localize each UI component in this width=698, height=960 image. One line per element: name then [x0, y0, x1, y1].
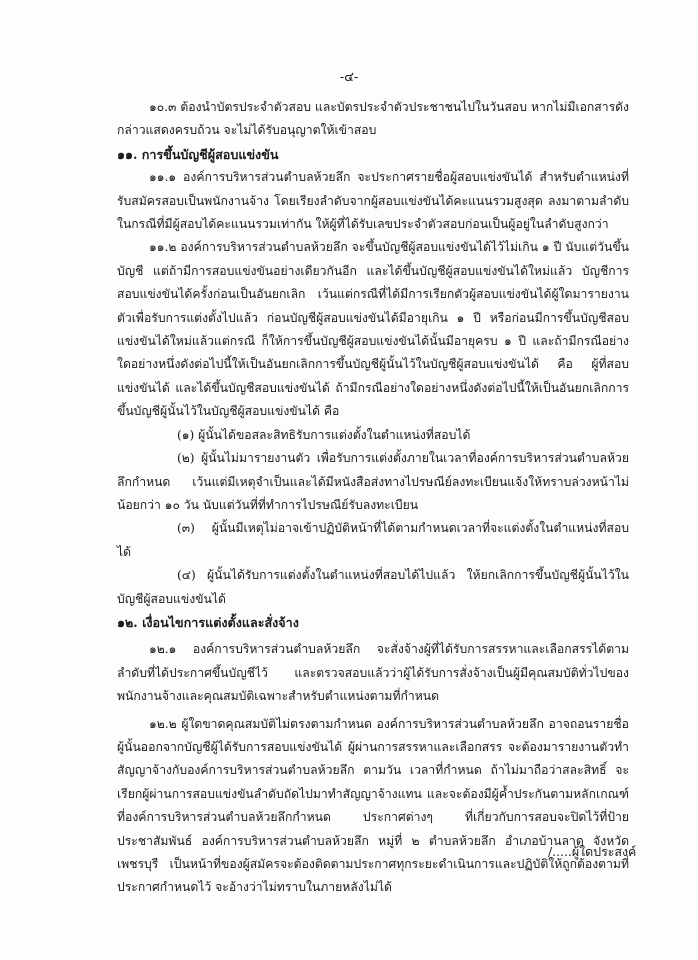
document-body — [117, 96, 629, 900]
paragraph-10-3: ๑๐.๓ ต้องนำบัตรประจำตัวสอบ และบัตรประจำตัวประชาชนไปในวันสอบ หากไม่มีเอกสารดังกล่าวแสดงครบถ้วน จะไม่ได้รับอนุญาตให้เข้าสอบ — [117, 100, 629, 138]
paragraph-11-2-item-1: (๑) ผู้นั้นได้ขอสละสิทธิรับการแต่งตั้งในตำแหน่งที่สอบได้ — [177, 427, 471, 442]
heading-12: ๑๒. เงื่อนไขการแต่งตั้งและสั่งจ้าง — [117, 614, 299, 630]
paragraph-12-2: ๑๒.๒ ผู้ใดขาดคุณสมบัติไม่ตรงตามกำหนด องค์การบริหารส่วนตำบลห้วยลึก อาจถอนรายชื่อผู้นั้นออกจากบัญชีผู้ได้รับการสอบแข่งขันได้ ผู้ผ่านการสรรหาและเลือกสรร จะต้องมารายงานตัวทำสัญญาจ้างกับองค์การบริหารส่วนตำบลห้วยลึก ตามวัน เวลาที่กำหนด ถ้าไม่มาถือว่าสละสิทธิ์ จะเรียกผู้ผ่านการสอบแข่งขันลำดับถัดไปมาทำสัญญาจ้างแทน และจะต้องมีผู้ค้ำประกันตามหลักเกณฑ์ที่องค์การบริหารส่วนตำบลห้วยลึกกำหนด ประกาศต่างๆ ที่เกี่ยวกับการสอบจะปิดไว้ที่ป้ายประชาสัมพันธ์ องค์การบริหารส่วนตำบลห้วยลึก หมู่ที่ ๒ ตำบลห้วยลึก อำเภอบ้านลาด จังหวัดเพชรบุรี เป็นหน้าที่ของผู้สมัครจะต้องติดตามประกาศทุกระยะดำเนินการและปฏิบัติให้ถูกต้องตามที่ประกาศกำหนดไว้ จะอ้างว่าไม่ทราบในภายหลังไม่ได้ — [117, 716, 629, 895]
continuation-note: /.....ผู้ใดประสงค์ — [548, 844, 637, 859]
page-number: -๔- — [339, 70, 359, 85]
paragraph-11-2-item-2: (๒) ผู้นั้นไม่มารายงานตัว เพื่อรับการแต่งตั้งภายในเวลาที่องค์การบริหารส่วนตำบลห้วยลึกกำหนด เว้นแต่มีเหตุจำเป็นและได้มีหนังสือส่งทางไปรษณีย์ลงทะเบียนแจ้งให้ทราบล่วงหน้าไม่น้อยกว่า ๑๐ วัน นับแต่วันที่ที่ทำการไปรษณีย์รับลงทะเบียน — [117, 451, 629, 512]
paragraph-12-1: ๑๒.๑ องค์การบริหารส่วนตำบลห้วยลึก จะสั่งจ้างผู้ที่ได้รับการสรรหาและเลือกสรรได้ตามลำดับที่ได้ประกาศขึ้นบัญชีไว้ และตรวจสอบแล้วว่าผู้ได้รับการสั่งจ้างเป็นผู้มีคุณสมบัติทั่วไปของพนักงานจ้างและคุณสมบัติเฉพาะสำหรับตำแหน่งตามที่กำหนด — [117, 642, 629, 704]
paragraph-11-2: ๑๑.๒ องค์การบริหารส่วนตำบลห้วยลึก จะขึ้นบัญชีผู้สอบแข่งขันได้ไว้ไม่เกิน ๑ ปี นับแต่วันขึ้นบัญชี แต่ถ้ามีการสอบแข่งขันอย่างเดียวกันอีก และได้ขึ้นบัญชีผู้สอบแข่งขันได้ใหม่แล้ว บัญชีการสอบแข่งขันได้ครั้งก่อนเป็นอันยกเลิก เว้นแต่กรณีที่ได้มีการเรียกตัวผู้สอบแข่งขันได้ผู้ใดมารายงานตัวเพื่อรับการแต่งตั้งไปแล้ว ก่อนบัญชีผู้สอบแข่งขันได้มีอายุเกิน ๑ ปี หรือก่อนมีการขึ้นบัญชีสอบแข่งขันได้ใหม่แล้วแต่กรณี ก็ให้การขึ้นบัญชีผู้สอบแข่งขันได้นั้นมีอายุครบ ๑ ปี และถ้ามีกรณีอย่างใดอย่างหนึ่งดังต่อไปนี้ให้เป็นอันยกเลิกการขึ้นบัญชีผู้นั้นไว้ในบัญชีผู้สอบแข่งขันได้ คือ ผู้ที่สอบแข่งขันได้ และได้ขึ้นบัญชีสอบแข่งขันได้ ถ้ามีกรณีอย่างใดอย่างหนึ่งดังต่อไปนี้ให้เป็นอันยกเลิกการขึ้นบัญชีผู้นั้นไว้ในบัญชีผู้สอบแข่งขันได้ คือ — [117, 240, 629, 419]
paragraph-11-2-item-3: (๓) ผู้นั้นมีเหตุไม่อาจเข้าปฏิบัติหน้าที่ได้ตามกำหนดเวลาที่จะแต่งตั้งในตำแหน่งที่สอบได้ — [117, 521, 629, 559]
heading-11: ๑๑. การขึ้นบัญชีผู้สอบแข่งขัน — [117, 146, 279, 162]
paragraph-11-2-item-4: (๔) ผู้นั้นได้รับการแต่งตั้งในตำแหน่งที่สอบได้ไปแล้ว ให้ยกเลิกการขึ้นบัญชีผู้นั้นไว้ในบัญชีผู้สอบแข่งขันได้ — [117, 568, 629, 606]
paragraph-11-1: ๑๑.๑ องค์การบริหารส่วนตำบลห้วยลึก จะประกาศรายชื่อผู้สอบแข่งขันได้ สำหรับตำแหน่งที่รับสมัครสอบเป็นพนักงานจ้าง โดยเรียงลำดับจากผู้สอบแข่งขันได้คะแนนรวมสูงสุด ลงมาตามลำดับในกรณีที่มีผู้สอบได้คะแนนรวมเท่ากัน ให้ผู้ที่ได้รับเลขประจำตัวสอบก่อนเป็นผู้อยู่ในลำดับสูงกว่า — [117, 170, 629, 232]
